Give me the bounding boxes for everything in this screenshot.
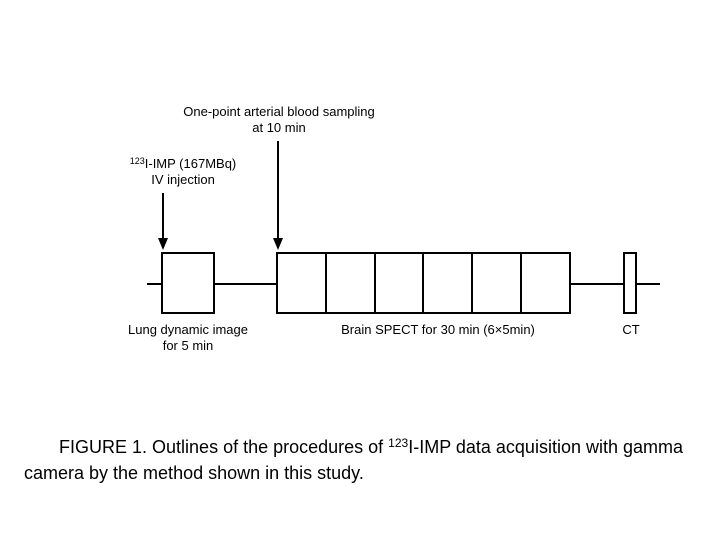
isotope-superscript: 123 bbox=[129, 156, 145, 166]
spect-label-text: Brain SPECT for 30 min (6×5min) bbox=[341, 322, 535, 337]
caption-suffix: I-IMP data acquisition with gamma camera by the method shown in this study. bbox=[24, 437, 683, 483]
sampling-label bbox=[160, 104, 398, 136]
injection-label-agent: I-IMP (167MBq) bbox=[144, 156, 237, 171]
injection-label bbox=[108, 156, 258, 188]
sampling-label-line2: at 10 min bbox=[252, 120, 306, 135]
injection-label-line2: IV injection bbox=[151, 172, 215, 187]
ct-label bbox=[611, 322, 651, 338]
lung-label-line1: Lung dynamic image bbox=[128, 322, 248, 337]
injection-label-line1 bbox=[108, 156, 258, 172]
injection-arrow-head bbox=[158, 238, 168, 250]
lung-label-line2: for 5 min bbox=[162, 338, 214, 353]
sampling-arrow-head bbox=[273, 238, 283, 250]
sampling-label-line1: One-point arterial blood sampling bbox=[183, 104, 375, 119]
lung-dynamic-box bbox=[162, 253, 214, 313]
caption-isotope-superscript: 123 bbox=[388, 436, 409, 450]
ct-box bbox=[624, 253, 636, 313]
figure-caption bbox=[24, 434, 704, 486]
ct-label-text: CT bbox=[622, 322, 640, 337]
lung-label bbox=[103, 322, 273, 354]
spect-label bbox=[318, 322, 558, 338]
caption-prefix: FIGURE 1. Outlines of the procedures of bbox=[59, 437, 389, 457]
